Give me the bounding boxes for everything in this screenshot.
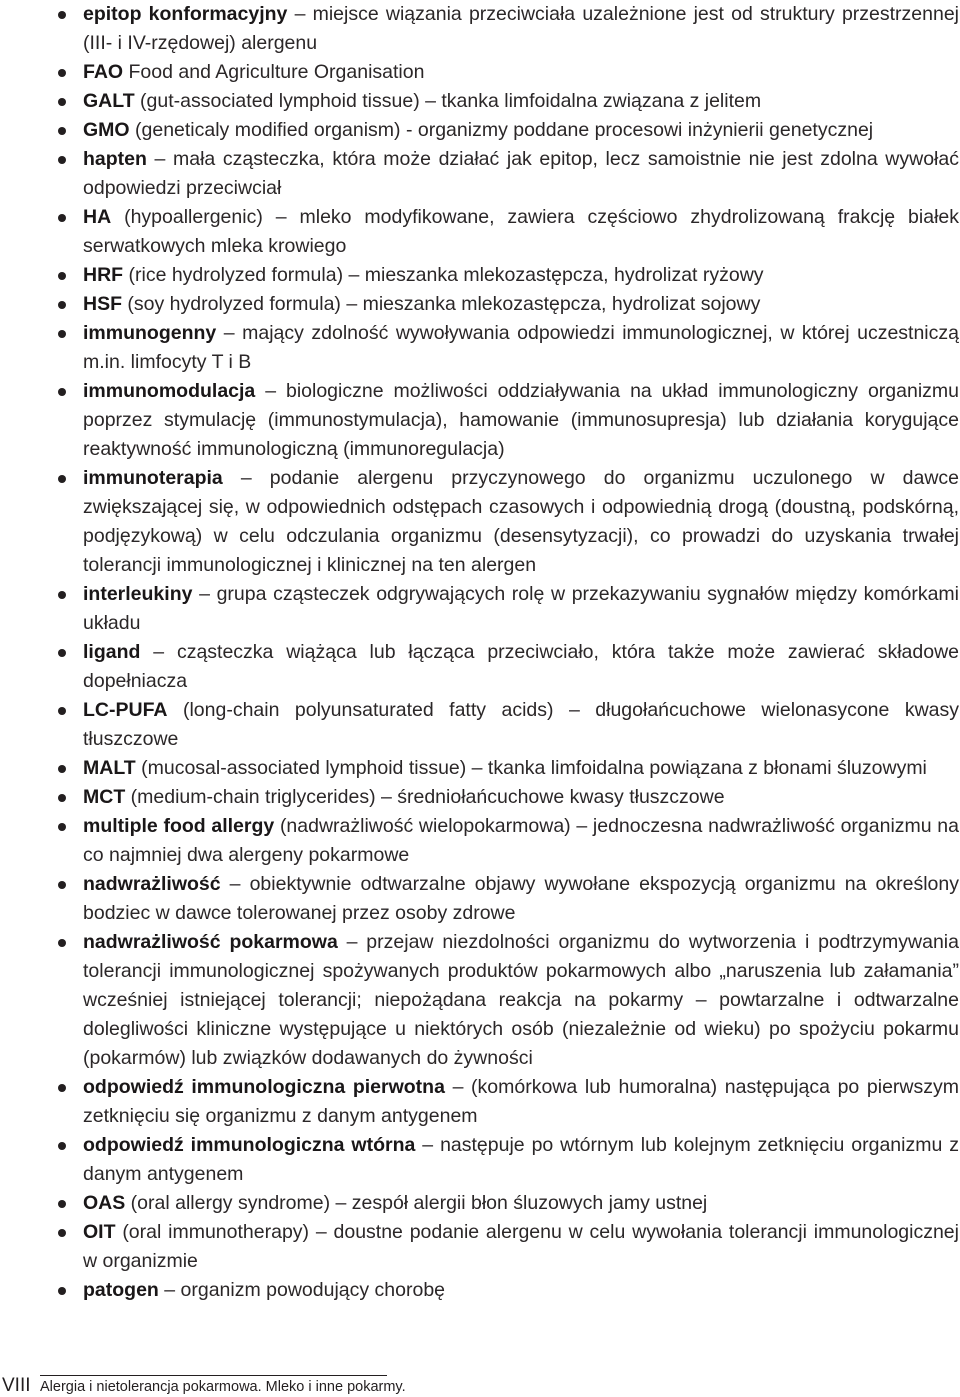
- entry-term: GMO: [83, 119, 130, 141]
- glossary-entry: [55, 145, 959, 203]
- entry-definition: – następuje po wtórnym lub kolejnym zetknięciu organizmu z danym antygenem: [83, 1134, 959, 1185]
- entry-term: OIT: [83, 1221, 116, 1243]
- entry-definition: – (komórkowa lub humoralna) następująca po pierwszym zetknięciu się organizmu z danym antygenem: [83, 1076, 959, 1127]
- glossary-entry: [55, 87, 959, 116]
- entry-definition: (rice hydrolyzed formula) – mieszanka mlekozastępcza, hydrolizat ryżowy: [123, 264, 764, 286]
- entry-term: interleukiny: [83, 583, 193, 605]
- entry-term: MCT: [83, 786, 126, 808]
- glossary-list: [55, 0, 959, 1305]
- entry-definition: (geneticaly modified organism) - organizmy poddane procesowi inżynierii genetycznej: [129, 119, 874, 141]
- glossary-entry: [55, 638, 959, 696]
- entry-term: immunoterapia: [83, 467, 223, 489]
- entry-term: nadwrażliwość: [83, 873, 221, 895]
- footer-rule: [40, 1375, 387, 1376]
- entry-definition: – biologiczne możliwości oddziaływania na układ immunologiczny organizmu poprzez stymulację (immunostymulacja), hamowanie (immunosupresja) lub działania korygujące reaktywność immunologiczną (immunoregulacja): [83, 380, 959, 460]
- glossary-entry: [55, 696, 959, 754]
- footer-book-title: Alergia i nietolerancja pokarmowa. Mleko i inne pokarmy.: [40, 1379, 406, 1395]
- glossary-entry: [55, 870, 959, 928]
- glossary-entry: [55, 1276, 959, 1305]
- entry-definition: – mała cząsteczka, która może działać jak epitop, lecz samoistnie nie jest zdolna wywołać odpowiedzi przeciwciał: [83, 148, 959, 199]
- entry-term: HRF: [83, 264, 124, 286]
- entry-term: MALT: [83, 757, 136, 779]
- glossary-entry: [55, 1073, 959, 1131]
- entry-definition: – miejsce wiązania przeciwciała uzależnione jest od struktury przestrzennej (III- i IV-rzędowej) alergenu: [83, 3, 959, 54]
- glossary-entry: [55, 928, 959, 1073]
- entry-definition: – grupa cząsteczek odgrywających rolę w przekazywaniu sygnałów między komórkami układu: [83, 583, 959, 634]
- entry-term: HA: [83, 206, 112, 228]
- entry-term: HSF: [83, 293, 122, 315]
- glossary-entry: [55, 783, 959, 812]
- glossary-entry: [55, 203, 959, 261]
- entry-definition: – organizm powodujący chorobę: [158, 1279, 446, 1301]
- glossary-entry: [55, 754, 959, 783]
- entry-definition: (oral allergy syndrome) – zespół alergii błon śluzowych jamy ustnej: [125, 1192, 708, 1214]
- entry-term: odpowiedź immunologiczna pierwotna: [83, 1076, 445, 1098]
- entry-definition: (gut-associated lymphoid tissue) – tkanka limfoidalna związana z jelitem: [134, 90, 762, 112]
- entry-definition: – obiektywnie odtwarzalne objawy wywołane ekspozycją organizmu na określony bodziec w dawce tolerowanej przez osoby zdrowe: [83, 873, 959, 924]
- glossary-entry: [55, 116, 959, 145]
- glossary-entry: [55, 812, 959, 870]
- glossary-entry: [55, 1189, 959, 1218]
- entry-term: hapten: [83, 148, 147, 170]
- entry-term: ligand: [83, 641, 141, 663]
- entry-term: OAS: [83, 1192, 126, 1214]
- entry-term: immunogenny: [83, 322, 217, 344]
- entry-definition: – cząsteczka wiążąca lub łącząca przeciwciało, która także może zawierać składowe dopełniacza: [83, 641, 959, 692]
- glossary-entry: [55, 319, 959, 377]
- page-footer: [0, 1374, 406, 1396]
- entry-definition: (medium-chain triglycerides) – średniołańcuchowe kwasy tłuszczowe: [125, 786, 725, 808]
- entry-term: patogen: [83, 1279, 159, 1301]
- glossary-entry: [55, 290, 959, 319]
- glossary-entry: [55, 580, 959, 638]
- entry-definition: – przejaw niezdolności organizmu do wytworzenia i podtrzymywania tolerancji immunologicznej spożywanych produktów pokarmowych albo „naruszenia lub załamania” wcześniej istniejącej tolerancji; niepożądana reakcja na pokarmy – powtarzalne i odtwarzalne dolegliwości kliniczne występujące u niektórych osób (niezależnie od wieku) po spożyciu pokarmu (pokarmów) lub związków dodawanych do żywności: [83, 931, 959, 1069]
- entry-definition: (hypoallergenic) – mleko modyfikowane, zawiera częściowo zhydrolizowaną frakcję białek serwatkowych mleka krowiego: [83, 206, 959, 257]
- entry-definition: (nadwrażliwość wielopokarmowa) – jednoczesna nadwrażliwość organizmu na co najmniej dwa alergeny pokarmowe: [83, 815, 959, 866]
- glossary-entry: [55, 377, 959, 464]
- glossary-entry: [55, 464, 959, 580]
- entry-term: GALT: [83, 90, 135, 112]
- glossary-entry: [55, 58, 959, 87]
- glossary-entry: [55, 0, 959, 58]
- entry-definition: – mający zdolność wywoływania odpowiedzi immunologicznej, w której uczestniczą m.in. limfocyty T i B: [83, 322, 959, 373]
- glossary-entry: [55, 1218, 959, 1276]
- entry-definition: Food and Agriculture Organisation: [123, 61, 425, 83]
- entry-term: multiple food allergy: [83, 815, 275, 837]
- entry-definition: (soy hydrolyzed formula) – mieszanka mlekozastępcza, hydrolizat sojowy: [122, 293, 761, 315]
- entry-term: immunomodulacja: [83, 380, 256, 402]
- entry-term: LC-PUFA: [83, 699, 168, 721]
- entry-definition: (oral immunotherapy) – doustne podanie alergenu w celu wywołania tolerancji immunologicznej w organizmie: [83, 1221, 959, 1272]
- glossary-entry: [55, 261, 959, 290]
- entry-definition: (long-chain polyunsaturated fatty acids) – długołańcuchowe wielonasycone kwasy tłuszczowe: [83, 699, 959, 750]
- page-number: VIII: [2, 1375, 31, 1396]
- glossary-entry: [55, 1131, 959, 1189]
- entry-term: epitop konformacyjny: [83, 3, 288, 25]
- entry-term: FAO: [83, 61, 124, 83]
- entry-term: nadwrażliwość pokarmowa: [83, 931, 338, 953]
- entry-definition: (mucosal-associated lymphoid tissue) – tkanka limfoidalna powiązana z błonami śluzowymi: [135, 757, 927, 779]
- entry-definition: – podanie alergenu przyczynowego do organizmu uczulonego w dawce zwiększającej się, w odpowiednich odstępach czasowych i odpowiednią drogą (doustną, podskórną, podjęzykową) w celu odczulania organizmu (desensytyzacji), co prowadzi do uzyskania trwałej tolerancji immunologicznej i klinicznej na ten alergen: [83, 467, 959, 576]
- entry-term: odpowiedź immunologiczna wtórna: [83, 1134, 416, 1156]
